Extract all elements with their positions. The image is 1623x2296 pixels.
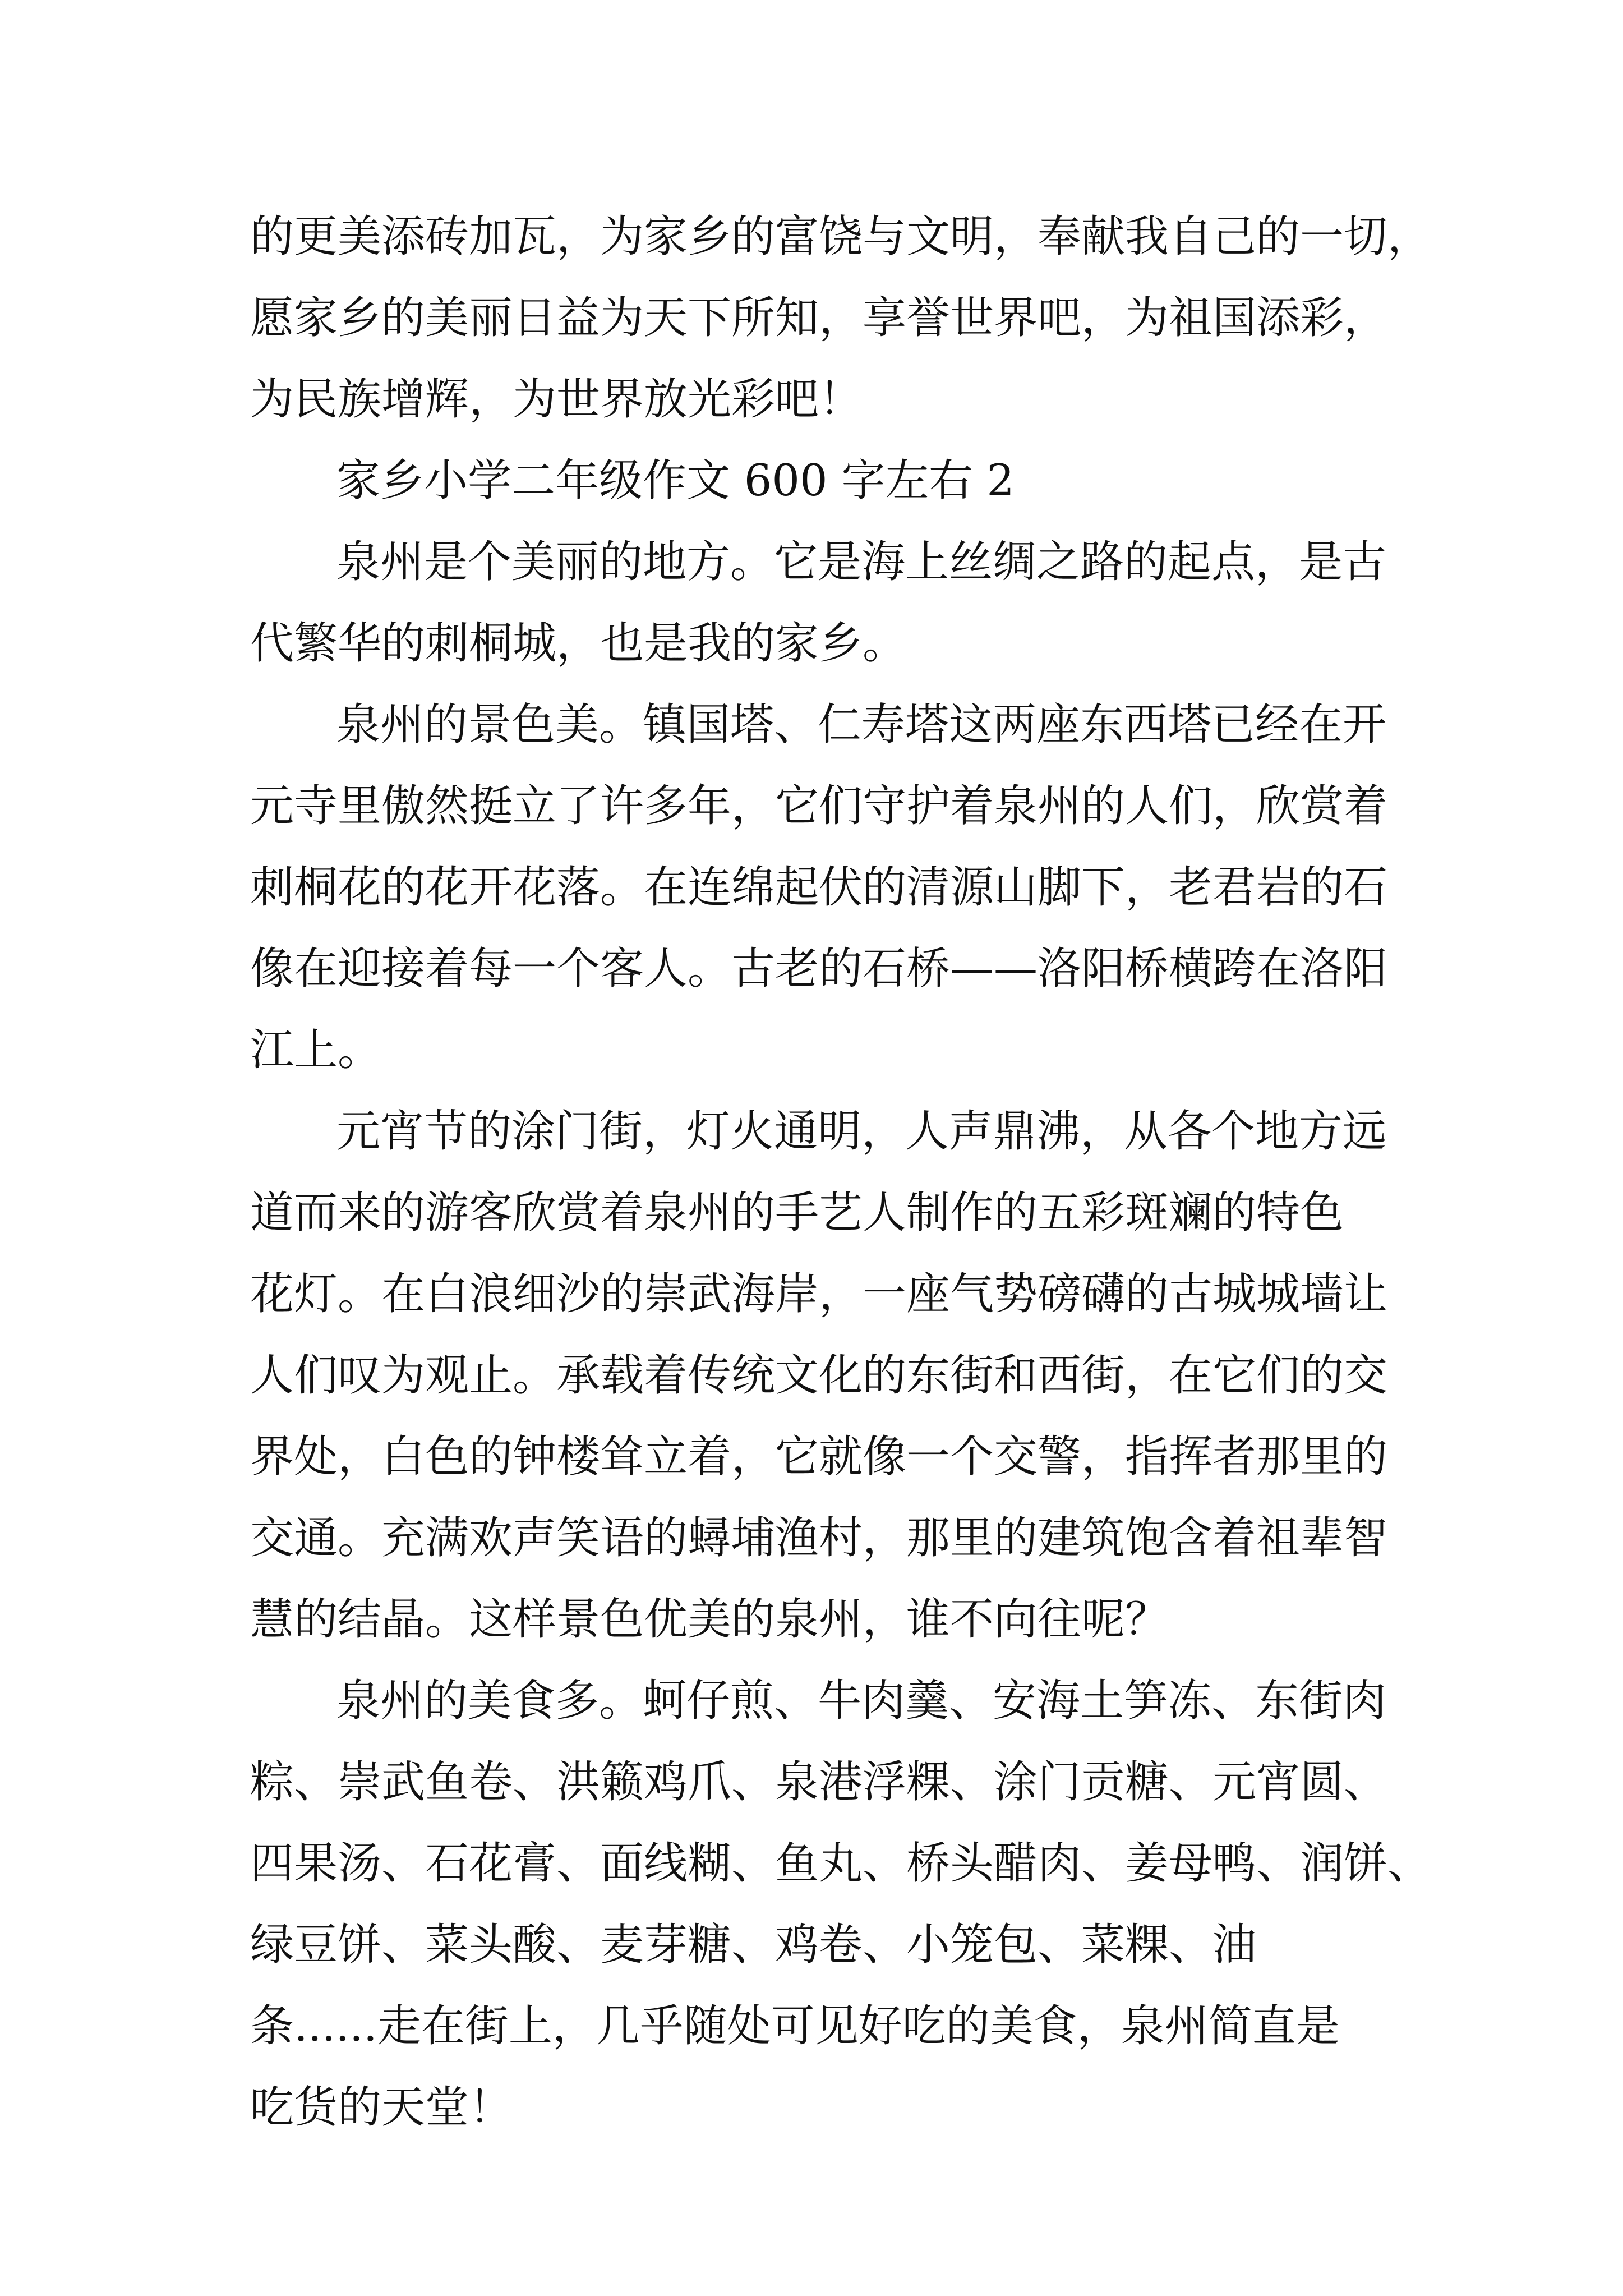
text-line: 泉州是个美丽的地方。它是海上丝绸之路的起点，是古 [336, 537, 1387, 587]
text-line: 代繁华的刺桐城，也是我的家乡。 [250, 618, 907, 669]
text-line: 人们叹为观止。承载着传统文化的东街和西街，在它们的交 [250, 1350, 1388, 1401]
text-line: 元宵节的涂门街，灯火通明，人声鼎沸，从各个地方远 [336, 1106, 1387, 1157]
section-heading: 家乡小学二年级作文 600 字左右 2 [336, 455, 1015, 506]
text-line: 花灯。在白浪细沙的崇武海岸，一座气势磅礴的古城城墙让 [250, 1269, 1388, 1319]
text-line: 的更美添砖加瓦，为家乡的富饶与文明，奉献我自己的一切， [250, 211, 1432, 262]
text-line: 条......走在街上，几乎随处可见好吃的美食，泉州简直是 [250, 2001, 1340, 2051]
text-line: 愿家乡的美丽日益为天下所知，享誉世界吧，为祖国添彩， [250, 293, 1388, 343]
text-line: 吃货的天堂！ [250, 2082, 513, 2133]
text-line: 元寺里傲然挺立了许多年，它们守护着泉州的人们，欣赏着 [250, 781, 1388, 831]
text-line: 道而来的游客欣赏着泉州的手艺人制作的五彩斑斓的特色 [250, 1188, 1344, 1238]
text-line: 刺桐花的花开花落。在连绵起伏的清源山脚下，老君岩的石 [250, 862, 1388, 913]
text-line: 粽、崇武鱼卷、洪籁鸡爪、泉港浮粿、涂门贡糖、元宵圆、 [250, 1757, 1388, 1807]
text-line: 绿豆饼、菜头酸、麦芽糖、鸡卷、小笼包、菜粿、油 [250, 1920, 1257, 1970]
text-line: 为民族增辉，为世界放光彩吧！ [250, 374, 863, 425]
text-line: 泉州的景色美。镇国塔、仁寿塔这两座东西塔已经在开 [336, 700, 1387, 750]
text-line: 交通。充满欢声笑语的蟳埔渔村，那里的建筑饱含着祖辈智 [250, 1513, 1388, 1563]
text-line: 江上。 [250, 1025, 382, 1075]
text-line: 界处，白色的钟楼耸立着，它就像一个交警，指挥者那里的 [250, 1432, 1388, 1482]
text-line: 慧的结晶。这样景色优美的泉州，谁不向往呢？ [250, 1594, 1169, 1645]
text-line: 四果汤、石花膏、面线糊、鱼丸、桥头醋肉、姜母鸭、润饼、 [250, 1838, 1432, 1889]
text-line: 泉州的美食多。蚵仔煎、牛肉羹、安海土笋冻、东街肉 [336, 1676, 1387, 1726]
text-line: 像在迎接着每一个客人。古老的石桥——洛阳桥横跨在洛阳 [250, 944, 1388, 994]
